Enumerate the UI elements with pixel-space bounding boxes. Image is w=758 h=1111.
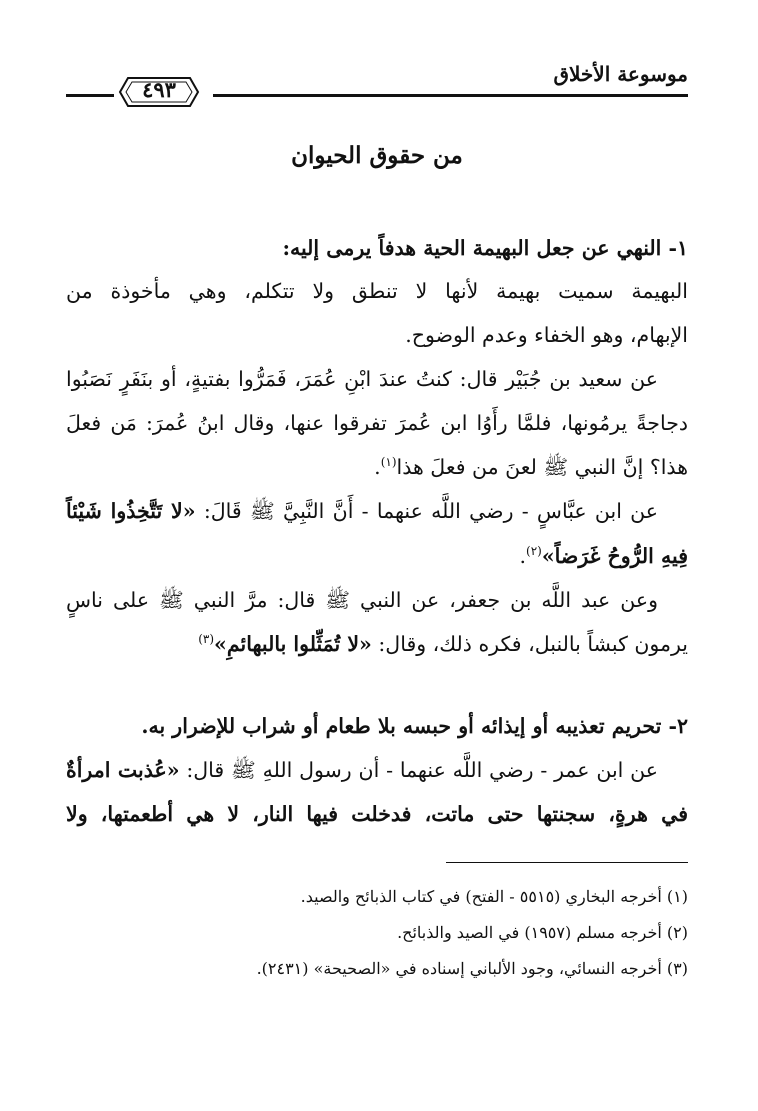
footnote-ref-2: (٢): [526, 544, 542, 558]
para3-line1: [66, 499, 688, 524]
footnote-2: (٢) أخرجه مسلم (١٩٥٧) في الصيد والذبائح.: [397, 923, 688, 942]
hadith-quote-1a: «لا تَتَّخِذُوا شَيْئاً: [66, 499, 196, 523]
section2-heading: ٢- تحريم تعذيبه أو إيذائه أو حبسه بلا طعام أو شراب للإضرار به.: [141, 714, 688, 738]
para4-line2: [66, 632, 688, 657]
footnote-1: (١) أخرجه البخاري (٥٥١٥ - الفتح) في كتاب الذبائح والصيد.: [300, 887, 688, 906]
para2-period: .: [374, 455, 381, 479]
footnote-separator: [446, 862, 688, 863]
para3-line1-text: عن ابن عبَّاسٍ - رضي اللَّه عنهما - أَنَّ النَّبِيَّ ﷺ قَالَ:: [195, 499, 658, 523]
para3-period: .: [519, 544, 527, 568]
para2-line3: [66, 455, 688, 480]
section-title: من حقوق الحيوان: [291, 142, 463, 169]
para1-line1: البهيمة سميت بهيمة لأنها لا تنطق ولا تتكلم، وهي مأخوذة من: [66, 279, 688, 303]
header-rule-left: [66, 94, 114, 97]
para2-line2: دجاجةً يرمُونها، فلمَّا رأَوُا ابن عُمرَ تفرقوا عنها، وقال ابنُ عُمرَ: مَن فعلَ: [66, 411, 688, 435]
header-rule-right: [213, 94, 688, 97]
footnote-ref-3: (٣): [198, 632, 215, 646]
para4-line2-text: يرمون كبشاً بالنبل، فكره ذلك، وقال:: [371, 632, 688, 656]
para4-line1: وعن عبد اللَّه بن جعفر، عن النبي ﷺ قال: مرَّ النبي ﷺ على ناسٍ: [66, 588, 658, 612]
footnote-3: (٣) أخرجه النسائي، وجود الألباني إسناده في «الصحيحة» (٢٤٣١).: [256, 959, 688, 978]
hadith-quote-2: «لا تُمَثِّلوا بالبهائمِ»: [214, 632, 372, 656]
para1-line2: الإبهام، وهو الخفاء وعدم الوضوح.: [405, 323, 688, 347]
para3-line2: [66, 544, 688, 569]
page-number-badge: [118, 76, 200, 108]
hadith-quote-1b: فِيهِ الرُّوحُ غَرَضاً»: [541, 544, 688, 568]
section2-line1-text: عن ابن عمر - رضي اللَّه عنهما - أن رسول اللهِ ﷺ قال:: [179, 758, 658, 782]
section1-heading: ١- النهي عن جعل البهيمة الحية هدفاً يرمى إليه:: [282, 236, 688, 260]
section2-line2: في هرةٍ، سجنتها حتى ماتت، فدخلت فيها النار، لا هي أطعمتها، ولا: [66, 802, 688, 826]
hadith-quote-3a: «عُذبت امرأةٌ: [66, 758, 180, 782]
section2-line1: [66, 758, 688, 783]
para2-line1: عن سعيد بن جُبَيْر قال: كنتُ عندَ ابْنِ عُمَرَ، فَمَرُّوا بفتيةٍ، أو بنَفَرٍ نَصَبُوا: [66, 367, 658, 391]
page-number: ٤٩٣: [142, 77, 176, 102]
page-header: [66, 56, 688, 106]
para2-line3-text: هذا؟ إنَّ النبي ﷺ لعنَ من فعلَ هذا: [396, 455, 688, 479]
footnote-ref-1: (١): [380, 455, 397, 469]
book-title: موسوعة الأخلاق: [553, 62, 688, 86]
